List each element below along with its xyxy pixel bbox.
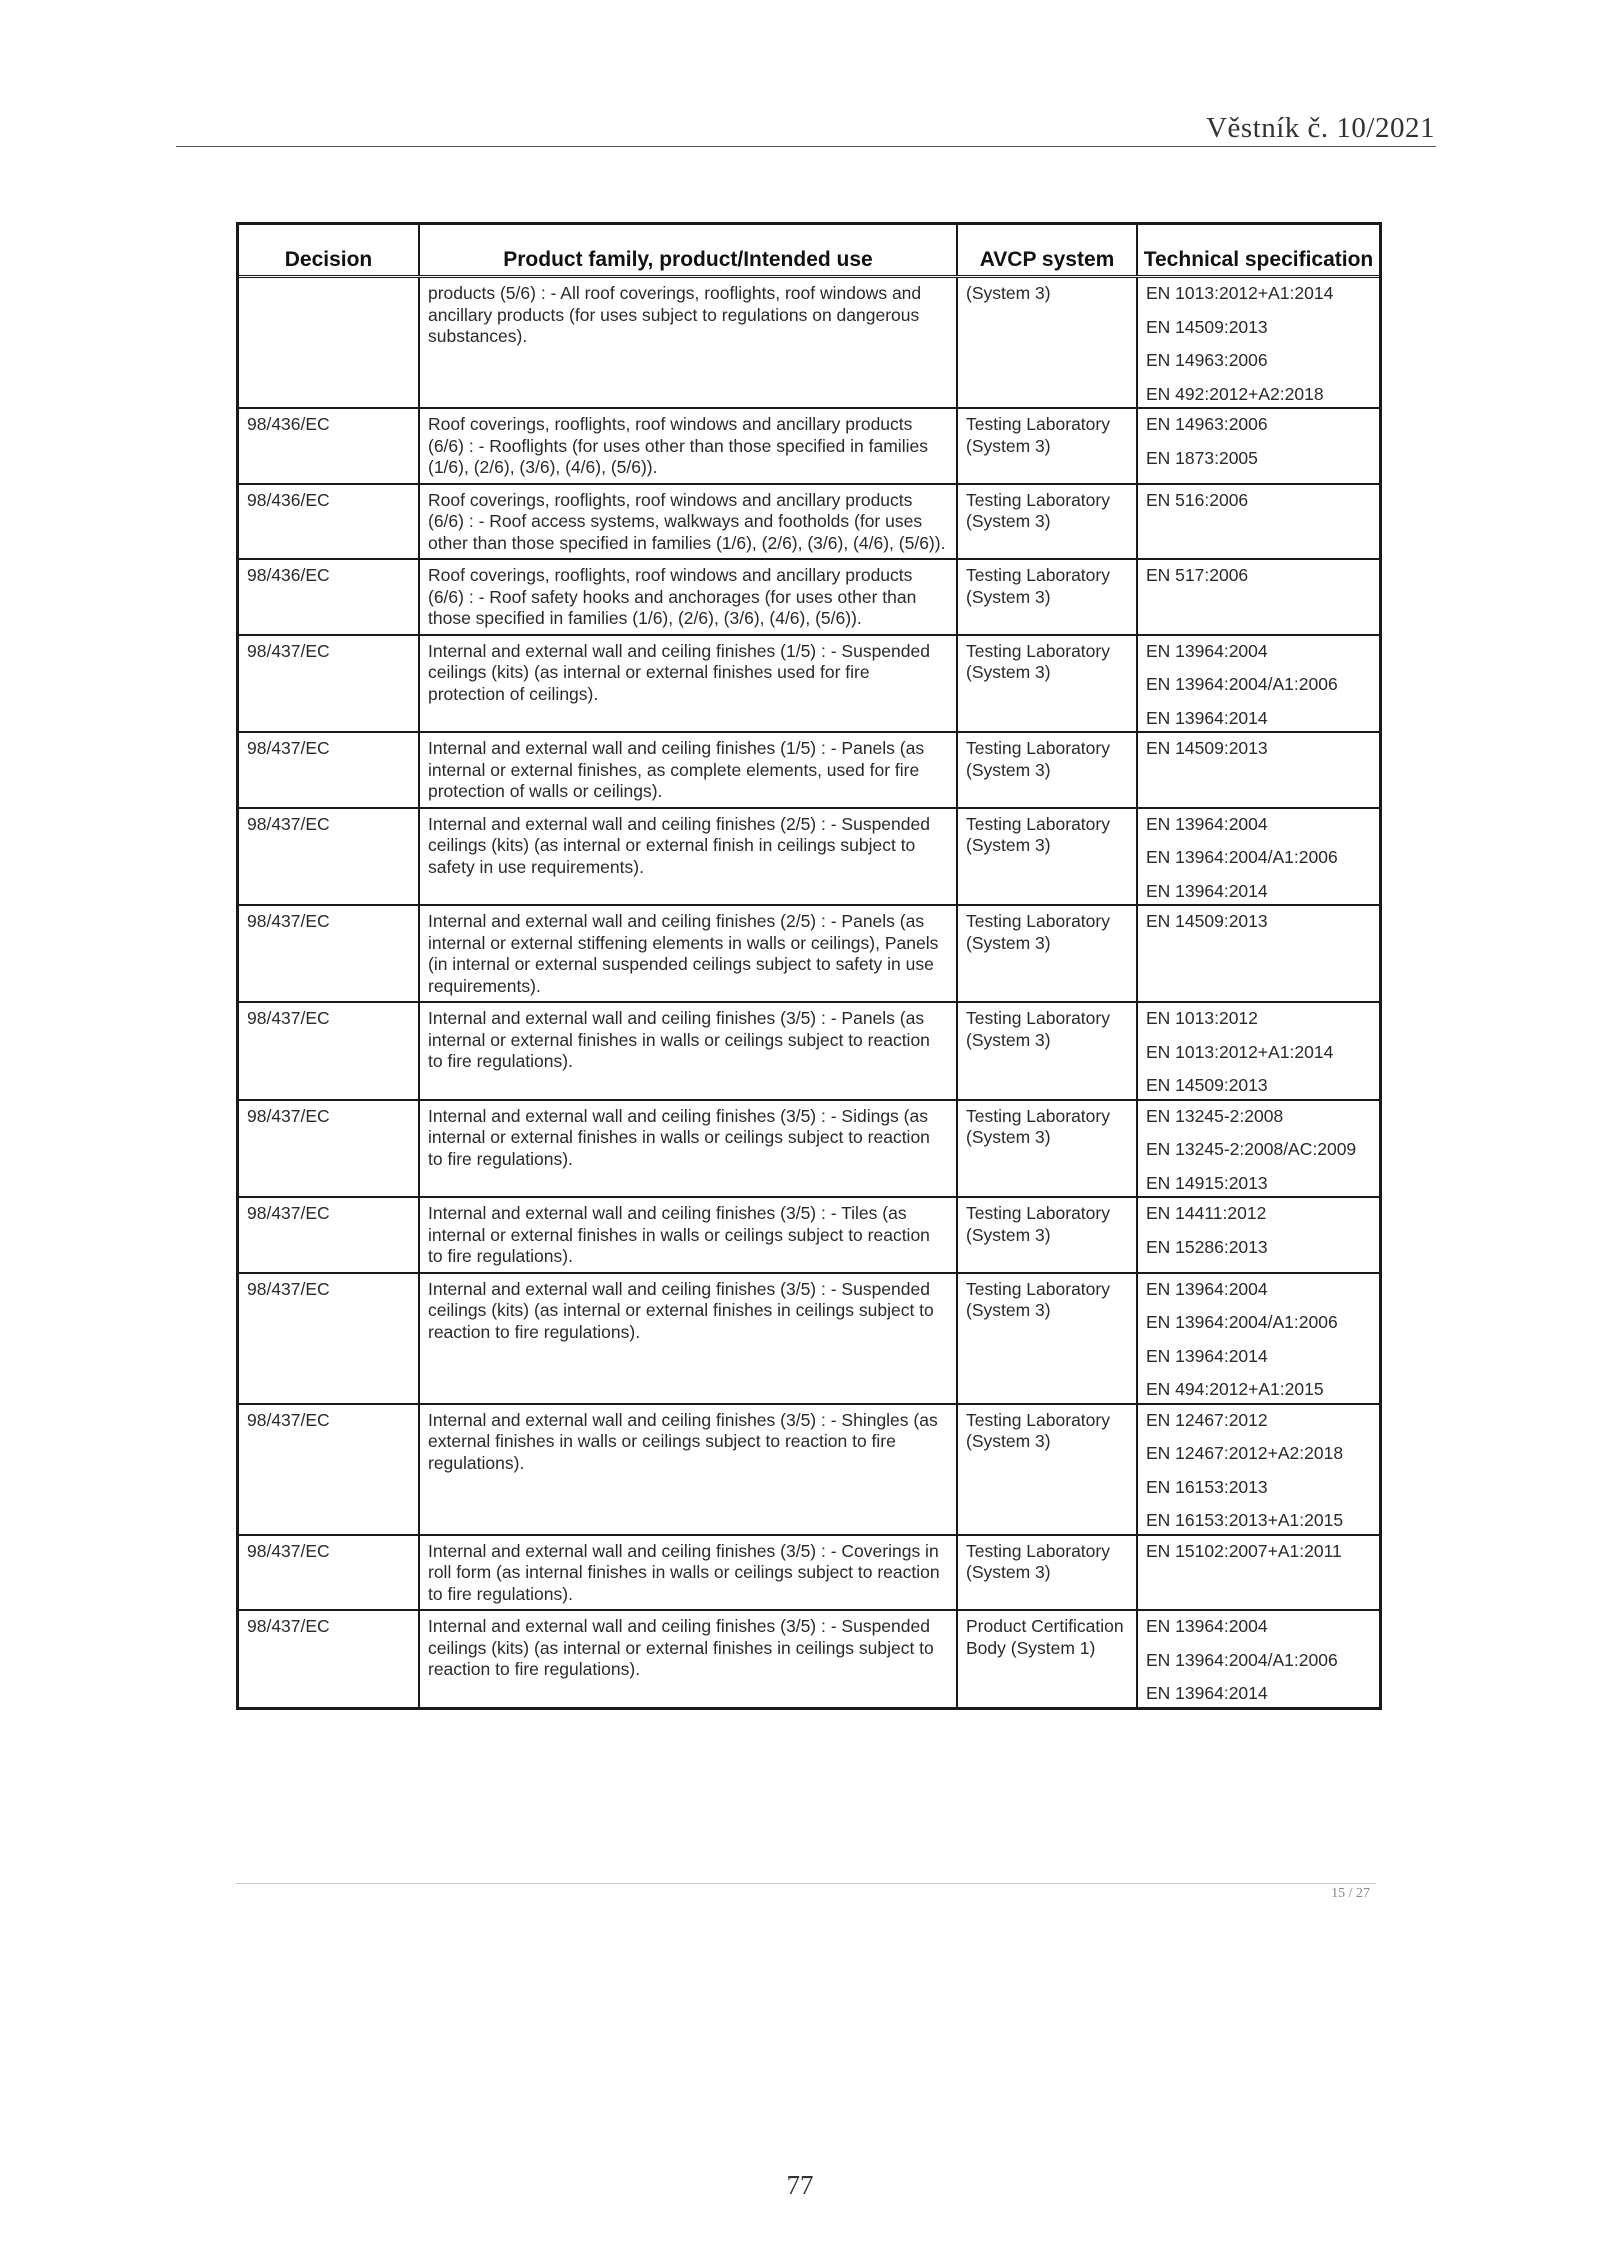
product-cell: Roof coverings, rooflights, roof windows and ancillary products (6/6) : - Roof access systems, walkways and footholds (for uses other than those specified in families (1/6), (2/6), (3/6), (4/6), (5/6)). [419, 484, 957, 560]
decision-cell: 98/436/EC [239, 559, 419, 635]
spec-standard: EN 14509:2013 [1146, 316, 1268, 337]
table-row [239, 1100, 1379, 1198]
table-row [239, 408, 1379, 484]
technical-specification-cell [1137, 1404, 1379, 1535]
journal-header: Věstník č. 10/2021 [1206, 112, 1435, 144]
table-row [239, 1273, 1379, 1404]
technical-specification-cell [1137, 1100, 1379, 1198]
table-row [239, 905, 1379, 1002]
spec-standard: EN 13964:2014 [1146, 1683, 1268, 1703]
table-row [239, 1404, 1379, 1535]
spec-standard: EN 1013:2012+A1:2014 [1146, 283, 1334, 303]
table-row [239, 559, 1379, 635]
avcp-cell: Testing Laboratory (System 3) [957, 905, 1137, 1002]
decision-cell: 98/437/EC [239, 732, 419, 808]
technical-specification-cell [1137, 1610, 1379, 1707]
column-header-decision: Decision [239, 225, 419, 277]
avcp-cell: Testing Laboratory (System 3) [957, 1404, 1137, 1535]
table-row [239, 635, 1379, 733]
product-cell: Internal and external wall and ceiling finishes (3/5) : - Shingles (as external finishes in walls or ceilings subject to reaction to fire regulations). [419, 1404, 957, 1535]
product-cell: Roof coverings, rooflights, roof windows and ancillary products (6/6) : - Rooflights (for uses other than those specified in families (1/6), (2/6), (3/6), (4/6), (5/6)). [419, 408, 957, 484]
spec-standard: EN 16153:2013+A1:2015 [1146, 1510, 1344, 1530]
spec-standard: EN 1013:2012+A1:2014 [1146, 1041, 1334, 1062]
spec-standard: EN 13964:2004 [1146, 1616, 1268, 1636]
product-cell: Internal and external wall and ceiling finishes (1/5) : - Panels (as internal or external finishes, as complete elements, used for fire protection of walls or ceilings). [419, 732, 957, 808]
product-cell: Internal and external wall and ceiling finishes (3/5) : - Suspended ceilings (kits) (as internal or external finishes in ceilings subject to reaction to fire regulations). [419, 1610, 957, 1707]
table-row [239, 484, 1379, 560]
spec-standard: EN 492:2012+A2:2018 [1146, 383, 1324, 404]
avcp-cell: Product Certification Body (System 1) [957, 1610, 1137, 1707]
specification-table [236, 222, 1382, 1710]
avcp-cell: Testing Laboratory (System 3) [957, 635, 1137, 733]
product-cell: Internal and external wall and ceiling finishes (3/5) : - Coverings in roll form (as internal finishes in walls or ceilings subject to reaction to fire regulations). [419, 1535, 957, 1611]
spec-standard: EN 13964:2004 [1146, 1278, 1268, 1299]
product-cell: Internal and external wall and ceiling finishes (3/5) : - Suspended ceilings (kits) (as internal or external finishes in ceilings subject to reaction to fire regulations). [419, 1273, 957, 1404]
column-header-product: Product family, product/Intended use [419, 225, 957, 277]
spec-standard: EN 517:2006 [1146, 565, 1249, 585]
decision-cell: 98/437/EC [239, 1535, 419, 1611]
spec-standard: EN 14963:2006 [1146, 350, 1268, 370]
technical-specification-cell [1137, 559, 1379, 635]
spec-standard: EN 494:2012+A1:2015 [1146, 1379, 1324, 1399]
avcp-cell: Testing Laboratory (System 3) [957, 1197, 1137, 1273]
page-counter: 15 / 27 [1331, 1886, 1370, 1901]
avcp-cell: Testing Laboratory (System 3) [957, 1100, 1137, 1198]
spec-standard: EN 16153:2013 [1146, 1476, 1268, 1497]
spec-standard: EN 1873:2005 [1146, 447, 1258, 468]
decision-cell: 98/437/EC [239, 635, 419, 733]
decision-cell: 98/437/EC [239, 905, 419, 1002]
avcp-cell: (System 3) [957, 277, 1137, 409]
spec-standard: EN 516:2006 [1146, 489, 1249, 510]
decision-cell: 98/437/EC [239, 808, 419, 906]
technical-specification-cell [1137, 1535, 1379, 1611]
table-row [239, 732, 1379, 808]
table-row [239, 808, 1379, 906]
spec-standard: EN 14509:2013 [1146, 1075, 1268, 1095]
decision-cell: 98/437/EC [239, 1404, 419, 1535]
header-divider [176, 146, 1436, 147]
table-body [239, 277, 1379, 1707]
technical-specification-cell [1137, 635, 1379, 733]
spec-standard: EN 14509:2013 [1146, 738, 1268, 758]
avcp-cell: Testing Laboratory (System 3) [957, 808, 1137, 906]
table-row [239, 1197, 1379, 1273]
technical-specification-cell [1137, 1002, 1379, 1100]
avcp-cell: Testing Laboratory (System 3) [957, 484, 1137, 560]
spec-standard: EN 15102:2007+A1:2011 [1146, 1540, 1342, 1561]
technical-specification-cell [1137, 408, 1379, 484]
spec-standard: EN 13964:2004/A1:2006 [1146, 1312, 1338, 1332]
spec-standard: EN 13964:2004 [1146, 640, 1268, 661]
avcp-cell: Testing Laboratory (System 3) [957, 559, 1137, 635]
table-row [239, 1610, 1379, 1707]
avcp-cell: Testing Laboratory (System 3) [957, 1535, 1137, 1611]
table-row [239, 1002, 1379, 1100]
product-cell: Internal and external wall and ceiling finishes (3/5) : - Sidings (as internal or external finishes in walls or ceilings subject to reaction to fire regulations). [419, 1100, 957, 1198]
decision-cell: 98/436/EC [239, 408, 419, 484]
table-row [239, 1535, 1379, 1611]
table-row [239, 277, 1379, 409]
product-cell: Internal and external wall and ceiling finishes (2/5) : - Panels (as internal or external stiffening elements in walls or ceilings), Panels (in internal or external suspended ceilings subject to safety in use requirements). [419, 905, 957, 1002]
technical-specification-cell [1137, 732, 1379, 808]
spec-standard: EN 12467:2012+A2:2018 [1146, 1443, 1344, 1463]
product-cell: products (5/6) : - All roof coverings, rooflights, roof windows and ancillary products (for uses subject to regulations on dangerous substances). [419, 277, 957, 409]
spec-standard: EN 13964:2014 [1146, 880, 1268, 901]
decision-cell: 98/437/EC [239, 1002, 419, 1100]
avcp-cell: Testing Laboratory (System 3) [957, 732, 1137, 808]
product-cell: Internal and external wall and ceiling finishes (2/5) : - Suspended ceilings (kits) (as internal or external finish in ceilings subject to safety in use requirements). [419, 808, 957, 906]
spec-standard: EN 1013:2012 [1146, 1008, 1258, 1028]
spec-standard: EN 13964:2004 [1146, 813, 1268, 834]
footer-divider [236, 1883, 1376, 1884]
spec-standard: EN 14963:2006 [1146, 414, 1268, 434]
decision-cell: 98/437/EC [239, 1610, 419, 1707]
product-cell: Internal and external wall and ceiling finishes (3/5) : - Panels (as internal or external finishes in walls or ceilings subject to reaction to fire regulations). [419, 1002, 957, 1100]
spec-standard: EN 13245-2:2008 [1146, 1105, 1284, 1126]
avcp-cell: Testing Laboratory (System 3) [957, 1273, 1137, 1404]
decision-cell: 98/437/EC [239, 1100, 419, 1198]
technical-specification-cell [1137, 1197, 1379, 1273]
spec-standard: EN 14509:2013 [1146, 911, 1268, 931]
product-cell: Internal and external wall and ceiling finishes (3/5) : - Tiles (as internal or external finishes in walls or ceilings subject to reaction to fire regulations). [419, 1197, 957, 1273]
technical-specification-cell [1137, 484, 1379, 560]
decision-cell [239, 277, 419, 409]
decision-cell: 98/437/EC [239, 1197, 419, 1273]
technical-specification-cell [1137, 277, 1379, 409]
page-number: 77 [786, 2170, 814, 2200]
spec-standard: EN 13964:2004/A1:2006 [1146, 847, 1338, 867]
spec-standard: EN 13964:2004/A1:2006 [1146, 1649, 1338, 1670]
spec-standard: EN 13964:2004/A1:2006 [1146, 674, 1338, 694]
product-cell: Internal and external wall and ceiling finishes (1/5) : - Suspended ceilings (kits) (as internal or external finishes used for fire protection of ceilings). [419, 635, 957, 733]
table-header-row [239, 225, 1379, 277]
spec-standard: EN 14915:2013 [1146, 1172, 1268, 1193]
spec-standard: EN 12467:2012 [1146, 1409, 1268, 1430]
technical-specification-cell [1137, 1273, 1379, 1404]
product-cell: Roof coverings, rooflights, roof windows and ancillary products (6/6) : - Roof safety hooks and anchorages (for uses other than those specified in families (1/6), (2/6), (3/6), (4/6), (5/6)). [419, 559, 957, 635]
technical-specification-cell [1137, 808, 1379, 906]
spec-standard: EN 15286:2013 [1146, 1236, 1268, 1257]
column-header-avcp: AVCP system [957, 225, 1137, 277]
column-header-technical-specification: Technical specification [1137, 225, 1379, 277]
avcp-cell: Testing Laboratory (System 3) [957, 408, 1137, 484]
spec-standard: EN 13964:2014 [1146, 707, 1268, 728]
decision-cell: 98/437/EC [239, 1273, 419, 1404]
avcp-cell: Testing Laboratory (System 3) [957, 1002, 1137, 1100]
spec-standard: EN 13964:2014 [1146, 1345, 1268, 1366]
spec-standard: EN 14411:2012 [1146, 1203, 1267, 1223]
technical-specification-cell [1137, 905, 1379, 1002]
decision-cell: 98/436/EC [239, 484, 419, 560]
spec-standard: EN 13245-2:2008/AC:2009 [1146, 1139, 1357, 1159]
